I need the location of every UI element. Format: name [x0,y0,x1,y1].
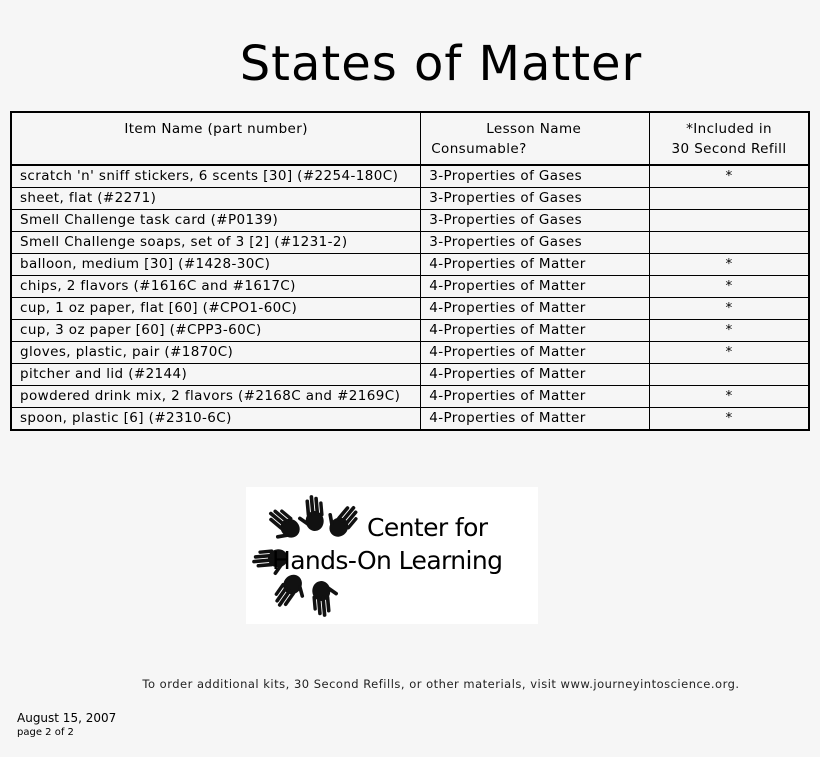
item-cell: cup, 1 oz paper, flat [60] (#CPO1-60C) [11,298,421,320]
logo-line1: Center for [367,513,488,542]
page-number: page 2 of 2 [17,727,74,738]
lesson-cell: 3-Properties of Gases [421,210,650,232]
header-lesson-name: Lesson Name [486,120,582,137]
header-refill-line2: 30 Second Refill [671,140,787,157]
header-refill [650,112,809,165]
item-cell: sheet, flat (#2271) [11,188,421,210]
refill-cell: * [650,342,809,364]
item-cell: spoon, plastic [6] (#2310-6C) [11,408,421,431]
lesson-cell: 3-Properties of Gases [421,232,650,254]
item-cell: powdered drink mix, 2 flavors (#2168C and #2169C) [11,386,421,408]
refill-cell: * [650,408,809,431]
table-row [11,276,809,298]
refill-cell: * [650,386,809,408]
lesson-cell: 4-Properties of Matter [421,276,650,298]
lesson-cell: 4-Properties of Matter [421,320,650,342]
item-cell: chips, 2 flavors (#1616C and #1617C) [11,276,421,298]
document-date: August 15, 2007 [17,711,117,725]
refill-cell: * [650,298,809,320]
table-row [11,320,809,342]
header-lesson [421,112,650,165]
refill-cell: * [650,165,809,188]
lesson-cell: 3-Properties of Gases [421,188,650,210]
lesson-cell: 4-Properties of Matter [421,364,650,386]
page-title: States of Matter [239,36,643,92]
lesson-cell: 4-Properties of Matter [421,254,650,276]
order-note: To order additional kits, 30 Second Refills, or other materials, visit www.journeyintoscience.org. [142,677,740,691]
refill-cell: * [650,320,809,342]
item-cell: cup, 3 oz paper [60] (#CPP3-60C) [11,320,421,342]
refill-cell [650,364,809,386]
lesson-cell: 3-Properties of Gases [421,165,650,188]
item-cell: pitcher and lid (#2144) [11,364,421,386]
table-row [11,232,809,254]
item-cell: Smell Challenge soaps, set of 3 [2] (#1231-2) [11,232,421,254]
lesson-cell: 4-Properties of Matter [421,386,650,408]
logo-line2: Hands-On Learning [272,546,503,575]
table-row [11,188,809,210]
refill-cell: * [650,276,809,298]
lesson-cell: 4-Properties of Matter [421,408,650,431]
refill-cell [650,232,809,254]
table-row [11,254,809,276]
table-row [11,386,809,408]
table-row [11,342,809,364]
table-body [11,165,809,430]
table-row [11,364,809,386]
table-header-row [11,112,809,165]
refill-cell [650,188,809,210]
center-logo [246,487,538,624]
lesson-cell: 4-Properties of Matter [421,342,650,364]
item-cell: Smell Challenge task card (#P0139) [11,210,421,232]
header-item-name: Item Name (part number) [11,112,421,165]
item-cell: gloves, plastic, pair (#1870C) [11,342,421,364]
refill-cell [650,210,809,232]
refill-cell: * [650,254,809,276]
table-row [11,165,809,188]
logo-text [272,511,503,577]
item-cell: balloon, medium [30] (#1428-30C) [11,254,421,276]
materials-table [10,111,810,431]
table-row [11,408,809,431]
header-consumable: Consumable? [431,140,527,157]
header-refill-line1: *Included in [686,120,772,137]
table-row [11,298,809,320]
table-row [11,210,809,232]
item-cell: scratch 'n' sniff stickers, 6 scents [30] (#2254-180C) [11,165,421,188]
lesson-cell: 4-Properties of Matter [421,298,650,320]
